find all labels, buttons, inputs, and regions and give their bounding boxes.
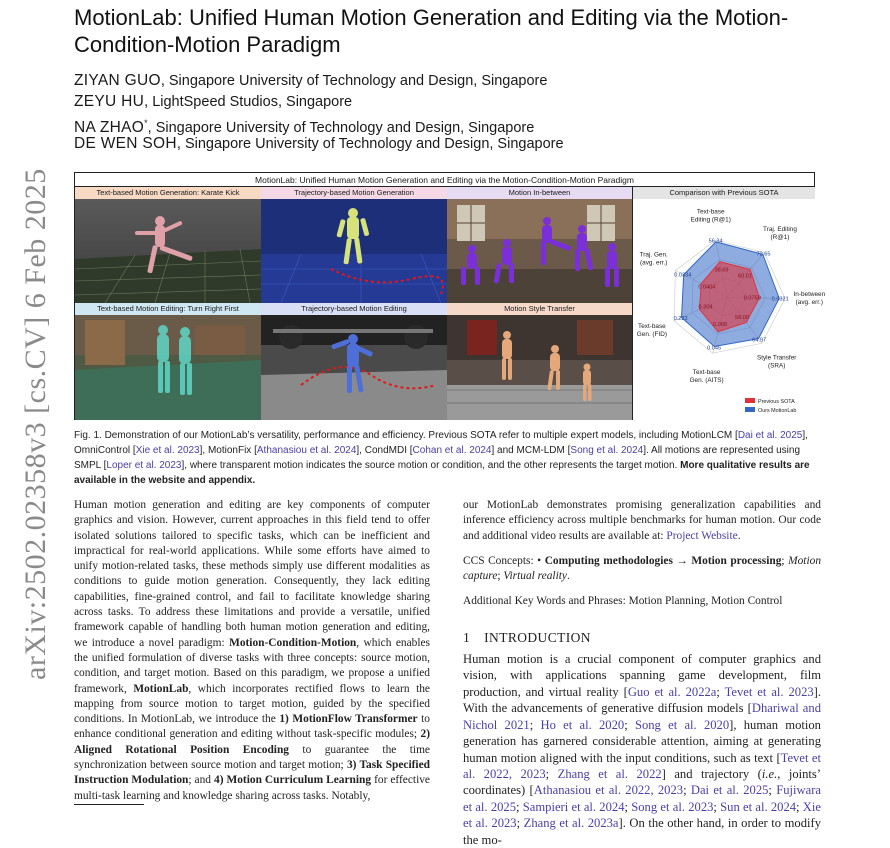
radar-legend-label: Ours MotionLab [758,408,797,414]
radar-value-label: 0.0334 [674,272,692,279]
radar-axis-label: Gen. (FID) [636,330,667,338]
abstract-text: ; and [188,774,214,787]
radar-chart-title: Comparison with Previous SOTA [633,187,815,199]
citation-link[interactable]: Athanasiou et al. 2022, 2023 [533,783,684,798]
ccs-term: Virtual reality [503,570,567,583]
intro-text: ; [796,799,803,814]
abstract-text: . [737,529,741,542]
author-name: DE WEN SOH [74,135,177,152]
radar-legend-swatch [745,407,755,412]
abstract-bold: 4) Motion Curriculum Learning [214,774,372,787]
author-affiliation: , Singapore University of Technology and Design, Singapore [147,119,535,136]
ccs-term: Motion capture [463,554,822,583]
citation-link[interactable]: Tevet et al. 2022, 2023 [463,750,822,781]
motion-inbetween-render [447,199,632,303]
radar-axis-label: Text-base [692,368,721,376]
intro-text: Human motion is a crucial component of computer graphics and vision, with applications spanning game development, film production, and virtual reality [ [463,652,821,699]
intro-text: ; [624,799,632,814]
abstract-paragraph [74,498,430,804]
keywords: Additional Key Words and Phrases: Motion Planning, Motion Control [463,595,783,608]
radar-axis-label: Text-base [638,322,666,330]
radar-value-label: 38.69 [714,267,729,274]
abstract-text: Human motion generation and editing are key components of computer graphics and vision. However, current approaches in this field tend to offer isolated solutions tailored to specific tasks, which can be inefficient and impractical for real-world applications. While some efforts have aimed to unify motion-related tasks, these methods simply use different modalities as conditions to guide motion generation. Consequently, they lack editing capabilities, fine-grained control, and fail to facilitate knowledge sharing across tasks. To address these limitations and provide a versatile, unified framework capable of handling both human motion generation and editing, we introduce a novel paradigm: [74,499,430,649]
intro-text: ; [683,783,691,798]
radar-value-label: 0.223 [673,315,688,322]
citation-link[interactable]: Loper et al. 2023 [106,460,182,471]
section-heading [463,630,821,645]
ccs-term: Motion processing [691,554,782,567]
radar-chart [633,199,826,419]
author-affiliation: , LightSpeed Studios, Singapore [144,94,353,110]
figure-caption [74,428,822,488]
radar-axis-label: Style Transfer [756,354,797,362]
citation-link[interactable]: Athanasiou et al. 2024 [256,445,357,456]
author-name: ZIYAN GUO [74,72,161,89]
radar-legend-label: Previous SOTA [758,399,795,405]
caption-text: ] and MCM-LDM [ [491,445,571,456]
intro-text: ; [716,684,725,699]
citation-link[interactable]: Ho et al. 2020 [540,717,625,732]
panel-label-style-transfer: Motion Style Transfer [447,303,632,315]
caption-text: ], where transparent motion indicates the source motion or condition, and the other represents the target motion. [181,460,681,471]
intro-text: ] and trajectory ( [661,766,762,781]
radar-axis-label: Gen. (AITS) [689,376,724,384]
radar-chart-panel [632,187,826,420]
radar-value-label: 60.01 [738,273,753,280]
radar-value-label: 56.34 [708,238,723,245]
citation-link[interactable]: Song et al. 2024 [570,445,644,456]
trajectory-generation-render [261,199,447,303]
karate-kick-render [75,199,261,303]
ccs-arrow: → [672,554,692,567]
right-column [463,498,821,848]
arxiv-stamp: arXiv:2502.02358v3 [cs.CV] 6 Feb 2025 [19,168,52,680]
intro-text: ; [545,766,558,781]
radar-legend-swatch [745,398,755,403]
intro-text: ], human motion generation has garnered considerable attention, aiming at generating human motion aligned with the input conditions, such as text [ [463,717,821,765]
ccs-sep: ; [497,570,504,583]
ccs-concepts [463,554,821,585]
citation-link[interactable]: Song et al. 2023 [631,799,714,814]
citation-link[interactable]: Tevet et al. 2023 [724,684,814,699]
ccs-sep: . [566,570,570,583]
intro-text: ; [529,717,541,732]
citation-link[interactable]: Dai et al. 2025 [690,783,769,798]
radar-axis-label: Traj. Editing [763,225,797,233]
ccs-term: Computing methodologies [544,554,673,567]
citation-link[interactable]: Xie et al. 2023 [135,445,200,456]
abstract-text: to guarantee the time synchronization between source motion and target motion; [74,743,430,772]
radar-axis-label: Traj. Gen. [639,251,668,259]
caption-text: ]. All motions are represented using SMPL [ [74,445,801,471]
radar-value-label: 64.97 [752,337,767,344]
panel-label-traj-editing: Trajectory-based Motion Editing [261,303,447,315]
citation-link[interactable]: Song et al. 2020 [634,717,730,732]
author-name: ZEYU HU [74,93,145,110]
author-affiliation: , Singapore University of Technology and Design, Singapore [160,73,548,89]
radar-axis-label: (SRA) [767,362,786,370]
citation-link[interactable]: Sampieri et al. 2024 [522,799,625,814]
intro-text: , joints’ coordinates) [ [463,766,822,798]
radar-axis-label: Editing (R@1) [690,216,731,224]
intro-italic: i.e. [761,766,778,781]
caption-text: ], MotionFix [ [199,445,257,456]
panel-label-karate: Text-based Motion Generation: Karate Kick [75,187,261,199]
figure-title: MotionLab: Unified Human Motion Generation and Editing via the Motion-Condition-Motion Paradigm [75,173,814,187]
radar-axis-label: In-between [793,291,826,299]
citation-link[interactable]: Sun et al. 2024 [720,799,797,814]
intro-text: ; [516,799,523,814]
abstract-text: to enhance conditional generation and editing without task-specific modules; [74,713,430,741]
ccs-sep: ; [781,554,789,567]
intro-text: ]. With the advancements of generative diffusion models [ [463,684,822,716]
intro-text: ]. On the other hand, in order to modify the mo- [463,816,821,847]
radar-axis-label: (avg. err.) [795,299,824,307]
abstract-bold: Motion-Condition-Motion [229,636,357,649]
author-name: NA ZHAO [74,118,145,136]
radar-axis-label: (avg. err.) [640,259,668,267]
abstract-continuation [463,498,821,544]
author-line [74,134,564,154]
citation-link[interactable]: Xie et al. 2023 [463,799,821,831]
text-editing-render [75,315,261,420]
panel-label-text-editing: Text-based Motion Editing: Turn Right First [75,303,261,315]
citation-link[interactable]: Dhariwal and Nichol 2021 [463,701,821,732]
radar-value-label: 58.00 [735,314,750,321]
abstract-text: our MotionLab demonstrates promising generalization capabilities and inference efficiency across multiple benchmarks for human motion. Our code and additional video results are available at: [463,499,821,542]
intro-text: ; [713,799,721,814]
author-affiliation: , Singapore University of Technology and Design, Singapore [176,136,564,152]
ccs-label: CCS Concepts: • [463,554,545,567]
trajectory-editing-render [261,315,447,420]
abstract-left-column [74,498,430,804]
intro-text: ; [768,783,777,798]
citation-link[interactable]: Zhang et al. 2023a [523,816,619,831]
abstract-text: , which enables the unified formulation of diverse tasks with three concepts: source motion, condition, and target motion. Based on this paradigm, we propose a unified framework, [74,636,430,695]
radar-value-label: 0.0321 [771,296,789,303]
abstract-bold: 1) MotionFlow Transformer [279,713,418,726]
citation-link[interactable]: Fujiwara et al. 2025 [463,783,821,814]
section-title: INTRODUCTION [484,629,591,645]
radar-value-label: 0.068 [713,322,728,329]
radar-value-label: 72.65 [756,251,771,258]
section-number: 1 [463,629,471,645]
abstract-text: for effective multi-task learning and knowledge sharing across tasks. Notably, [74,774,430,802]
introduction-paragraph [463,651,821,848]
abstract-bold: 3) Task Specified Instruction Modulation [74,759,430,787]
author-line [74,71,547,91]
citation-link[interactable]: Cohan et al. 2024 [412,445,492,456]
footnote-rule [74,804,144,805]
radar-axis-label: (R@1) [770,233,790,241]
abstract-text: , which incorporates rectified flows to learn the mapping from source motion to target motion, guided by the specified conditions. In MotionLab, we introduce the [74,682,430,726]
radar-value-label: 0.0750 [743,295,761,302]
caption-bold-note: More qualitative results are available in the website and appendix. [74,460,810,486]
intro-text: ; [516,816,524,831]
citation-link[interactable]: Guo et al. 2022a [627,684,717,699]
citation-link[interactable]: Zhang et al. 2022 [557,766,662,781]
style-transfer-render [447,315,632,420]
paper-title: MotionLab: Unified Human Motion Generation and Editing via the Motion-Condition-Motion Paradigm [74,5,789,57]
radar-value-label: 0.304 [698,304,713,311]
caption-text: ], OmniControl [ [74,430,808,456]
caption-text: ], CondMDI [ [356,445,413,456]
panel-label-traj-gen: Trajectory-based Motion Generation [261,187,447,199]
author-line [74,92,352,112]
caption-text: Fig. 1. Demonstration of our MotionLab’s versatility, performance and efficiency. Previous SOTA refer to multiple expert models, including MotionLCM [ [74,430,738,441]
abstract-bold: MotionLab [133,682,189,695]
abstract-bold: 2) Aligned Rotational Position Encoding [74,728,430,756]
radar-value-label: 0.045 [707,345,722,352]
radar-value-label: 0.0404 [698,284,716,291]
panel-label-inbetween: Motion In-between [447,187,632,199]
intro-text: ; [624,717,635,732]
corresponding-mark: * [144,118,148,128]
radar-axis-label: Text-base [696,208,725,216]
project-website-link[interactable]: Project Website [666,529,738,542]
teaser-figure [74,172,826,420]
citation-link[interactable]: Dai et al. 2025 [737,430,803,441]
